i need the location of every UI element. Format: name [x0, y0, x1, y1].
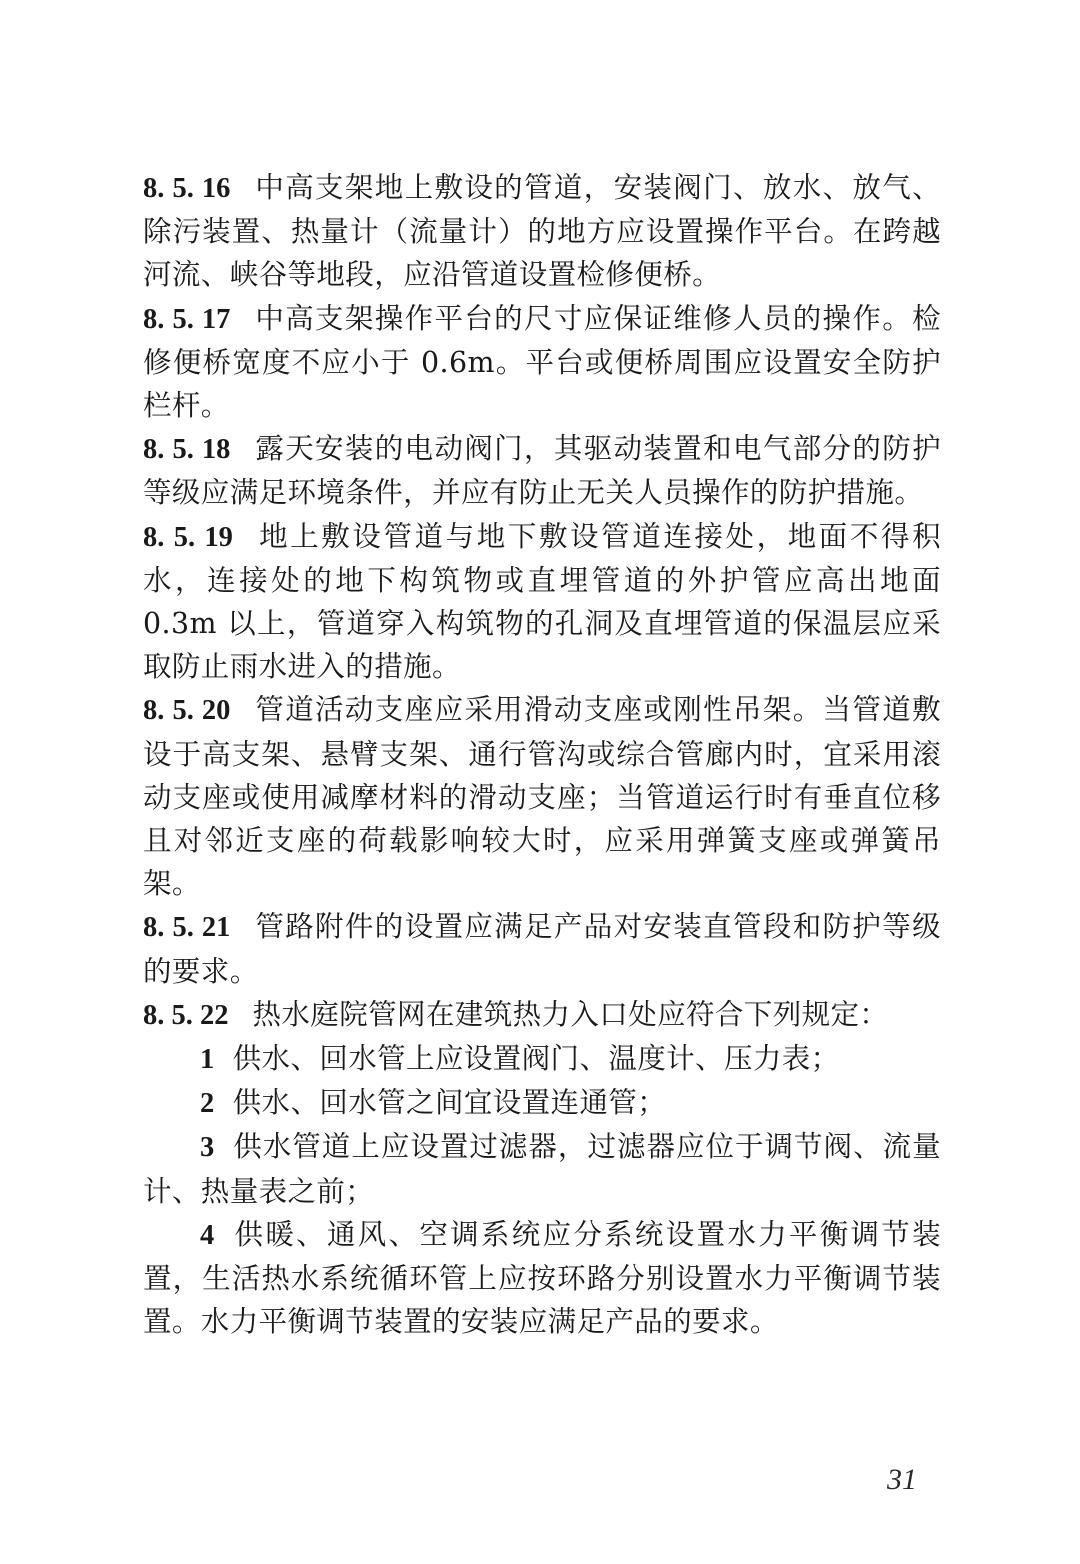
- clause-text: 地上敷设管道与地下敷设管道连接处，地面不得积水，连接处的地下构筑物或直埋管道的外护管应高出地面 0.3m 以上，管道穿入构筑物的孔洞及直埋管道的保温层应采取防止雨水进入的措施。: [143, 519, 941, 684]
- clause-8-5-16: [143, 166, 941, 297]
- clause-text: 露天安装的电动阀门，其驱动装置和电气部分的防护等级应满足环境条件，并应有防止无关人员操作的防护措施。: [143, 432, 942, 510]
- clause-8-5-20: [143, 688, 941, 905]
- list-item-1: [143, 1037, 941, 1081]
- clause-number: 8. 5. 18: [143, 434, 231, 466]
- clause-8-5-19: [143, 515, 941, 689]
- item-text: 供水、回水管上应设置阀门、温度计、压力表；: [232, 1042, 840, 1076]
- clause-text: 中高支架地上敷设的管道，安装阀门、放水、放气、除污装置、热量计（流量计）的地方应设置操作平台。在跨越河流、峡谷等地段，应沿管道设置检修便桥。: [143, 171, 942, 292]
- clause-8-5-18: [143, 427, 941, 514]
- clause-8-5-17: [143, 297, 941, 428]
- item-text: 供暖、通风、空调系统应分系统设置水力平衡调节装置，生活热水系统循环管上应按环路分别设置水力平衡调节装置。水力平衡调节装置的安装应满足产品的要求。: [143, 1217, 941, 1339]
- clause-number: 8. 5. 22: [143, 999, 229, 1031]
- clause-8-5-21: [143, 905, 941, 992]
- list-item-4: [143, 1213, 941, 1344]
- list-item-2: [143, 1081, 941, 1125]
- item-text: 供水管道上应设置过滤器，过滤器应位于调节阀、流量计、热量表之前；: [143, 1130, 941, 1208]
- clause-number: 8. 5. 17: [143, 303, 231, 335]
- item-number: 4: [200, 1219, 215, 1251]
- clause-text: 热水庭院管网在建筑热力入口处应符合下列规定：: [252, 997, 889, 1031]
- clause-number: 8. 5. 16: [143, 173, 231, 204]
- page-number: 31: [887, 1463, 917, 1496]
- clause-number: 8. 5. 20: [143, 695, 231, 727]
- clause-number: 8. 5. 19: [143, 521, 233, 553]
- item-number: 1: [200, 1044, 215, 1076]
- list-item-3: [143, 1125, 941, 1212]
- item-number: 3: [200, 1132, 215, 1164]
- clause-text: 管道活动支座应采用滑动支座或刚性吊架。当管道敷设于高支架、悬臂支架、通行管沟或综合管廊内时，宜采用滚动支座或使用减摩材料的滑动支座；当管道运行时有垂直位移且对邻近支座的荷载影响较大时，应采用弹簧支座或弹簧吊架。: [143, 693, 942, 901]
- item-text: 供水、回水管之间宜设置连通管；: [232, 1086, 667, 1120]
- clause-number: 8. 5. 21: [143, 912, 231, 944]
- clause-8-5-22: [143, 993, 941, 1037]
- clause-text: 中高支架操作平台的尺寸应保证维修人员的操作。检修便桥宽度不应小于 0.6m。平台或便桥周围应设置安全防护栏杆。: [143, 301, 942, 423]
- clause-text: 管路附件的设置应满足产品对安装直管段和防护等级的要求。: [143, 910, 942, 988]
- document-body: [143, 166, 941, 1343]
- item-number: 2: [200, 1088, 215, 1120]
